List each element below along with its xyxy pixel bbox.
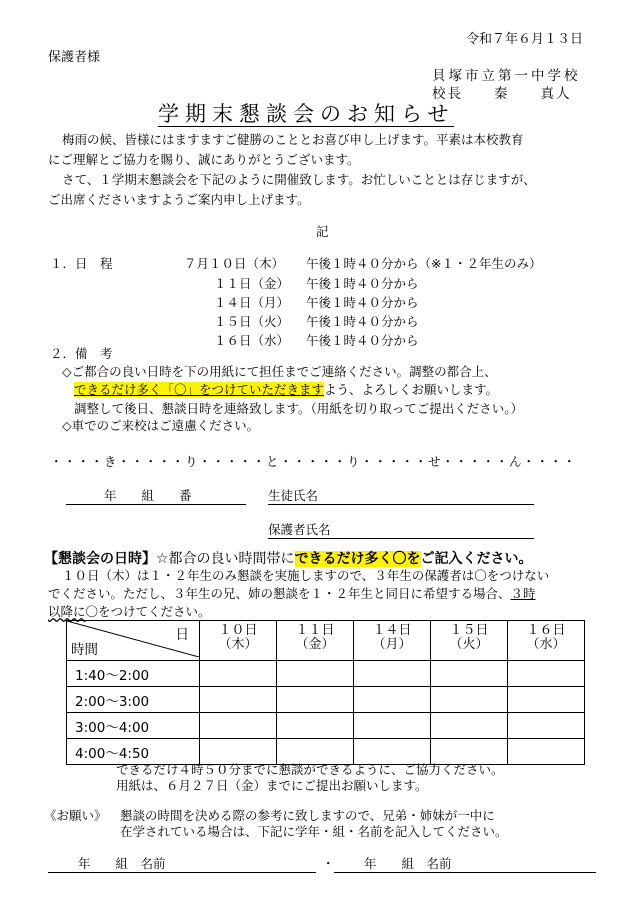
- day-header: [277, 621, 354, 661]
- day-weekday: （木）: [218, 637, 258, 652]
- slot-cell[interactable]: [354, 687, 431, 713]
- note-2: [74, 380, 498, 398]
- request-line-2: 在学されている場合は、下記に学年・組・名前を記入してください。: [120, 824, 508, 839]
- intro-line-4: ご出席くださいますようご案内申し上げます。: [48, 192, 310, 207]
- day-header: [354, 621, 431, 661]
- day-weekday: （金）: [295, 637, 335, 652]
- principal-name: 校長 秦 真人: [432, 86, 572, 102]
- student-name-field[interactable]: [268, 486, 534, 505]
- sibling-left-label: 年 組 名前: [78, 856, 166, 871]
- time-slot-label: 4:00～4:50: [67, 739, 200, 765]
- time-slot-label: 3:00～4:00: [67, 713, 200, 739]
- slot-cell[interactable]: [508, 661, 585, 687]
- slot-cell[interactable]: [277, 713, 354, 739]
- note-2-rest: よう、よろしくお願いします。: [324, 382, 499, 397]
- date-text: 令和７年６月１３日: [466, 32, 584, 47]
- request-label: 《お願い》: [44, 808, 107, 823]
- cut-line: ・・・・き・・・・・り・・・・・と・・・・・り・・・・・せ・・・・・ん・・・・: [50, 454, 577, 469]
- day-weekday: （火）: [449, 637, 489, 652]
- schedule-time: 午後１時４０分から: [306, 295, 419, 310]
- note-2-highlight: できるだけ多く「〇」をつけていただきます: [74, 382, 325, 397]
- schedule-date: １１日（金）: [214, 276, 290, 291]
- section-end: ご記入ください。: [420, 551, 533, 567]
- sibling-right-label: 年 組 名前: [364, 856, 452, 871]
- section-title: [44, 548, 533, 568]
- schedule-date: １６日（水）: [214, 333, 290, 348]
- day-header: [431, 621, 508, 661]
- day-date: １５日: [449, 623, 489, 638]
- form-desc-2: [48, 584, 536, 602]
- note-4: ◇車でのご来校はご遠慮ください。: [62, 418, 260, 433]
- table-header-row: [67, 621, 585, 661]
- slot-cell[interactable]: [200, 713, 277, 739]
- section-title-label: 【懇談会の日時】: [44, 551, 156, 567]
- slot-cell[interactable]: [508, 739, 585, 765]
- student-label: 生徒氏名: [268, 488, 319, 503]
- schedule-time: 午後１時４０分から（※１・２年生のみ）: [306, 256, 542, 271]
- schedule-date: １４日（月）: [214, 295, 290, 310]
- schedule-time: 午後１時４０分から: [306, 314, 419, 329]
- form-desc-2-text: でください。ただし、３年生の兄、姉の懇談を１・２年生と同日に希望する場合、: [48, 586, 511, 601]
- form-desc-3-underline: 以降に: [48, 604, 86, 619]
- day-header: [508, 621, 585, 661]
- slot-cell[interactable]: [277, 687, 354, 713]
- slot-cell[interactable]: [508, 713, 585, 739]
- table-corner: [67, 621, 200, 661]
- slot-cell[interactable]: [354, 713, 431, 739]
- ki-mark: 記: [316, 224, 329, 239]
- section-highlight: できるだけ多く〇を: [294, 551, 421, 567]
- form-desc-3-text: 〇をつけてください。: [85, 604, 211, 619]
- day-weekday: （月）: [372, 637, 412, 652]
- intro-line-1: 梅雨の候、皆様にはますますご健勝のこととお喜び申し上げます。平素は本校教育: [62, 132, 524, 147]
- note-1: ◇ご都合の良い日時を下の用紙にて担任までご連絡ください。調整の都合上、: [62, 364, 497, 379]
- corner-day-label: 日: [175, 627, 189, 643]
- table-row: [67, 687, 585, 713]
- time-slot-label: 2:00～3:00: [67, 687, 200, 713]
- form-desc-2-underline: ３時: [510, 586, 536, 601]
- slot-cell[interactable]: [431, 687, 508, 713]
- schedule-date: ７月１０日（木）: [184, 256, 285, 271]
- slot-cell[interactable]: [431, 713, 508, 739]
- day-date: １０日: [218, 623, 258, 638]
- after-note-1: できるだけ４時５０分までに懇談ができるように、ご協力ください。: [116, 762, 504, 777]
- day-date: １６日: [526, 623, 566, 638]
- recipient-text: 保護者様: [48, 50, 101, 65]
- table-row: [67, 713, 585, 739]
- slot-cell[interactable]: [200, 687, 277, 713]
- form-desc-3: [48, 602, 211, 620]
- schedule-time: 午後１時４０分から: [306, 276, 419, 291]
- sibling-separator: ・: [322, 856, 335, 871]
- grade-class-number-field[interactable]: [66, 486, 246, 505]
- grade-label: 年 組 番: [104, 488, 192, 503]
- schedule-time: 午後１時４０分から: [306, 333, 419, 348]
- sibling-field-right[interactable]: [334, 854, 596, 873]
- day-date: １４日: [372, 623, 412, 638]
- slot-cell[interactable]: [508, 687, 585, 713]
- form-desc-1: １０日（木）は１・２年生のみ懇談を実施しますので、３年生の保護者は〇をつけない: [62, 568, 550, 583]
- guardian-label: 保護者氏名: [268, 522, 331, 537]
- day-date: １１日: [295, 623, 335, 638]
- school-name: 貝塚市立第一中学校: [432, 68, 581, 84]
- intro-line-3: さて、１学期末懇談会を下記のように開催致します。お忙しいこととは存じますが、: [62, 172, 536, 187]
- table-row: [67, 661, 585, 687]
- notes-label: ２．備 考: [50, 346, 113, 361]
- slot-cell[interactable]: [431, 661, 508, 687]
- after-note-2: 用紙は、６月２７日（金）までにご提出お願いします。: [116, 778, 428, 793]
- note-3: 調整して後日、懇談日時を連絡致します。（用紙を切り取ってご提出ください。）: [74, 401, 524, 416]
- intro-line-2: にご理解とご協力を賜り、誠にありがとうございます。: [48, 152, 360, 167]
- day-weekday: （水）: [526, 637, 566, 652]
- schedule-date: １５日（火）: [214, 314, 290, 329]
- schedule-table: [66, 620, 585, 765]
- slot-cell[interactable]: [354, 661, 431, 687]
- day-header: [200, 621, 277, 661]
- corner-time-label: 時間: [71, 642, 98, 658]
- sibling-field-left[interactable]: [48, 854, 316, 873]
- guardian-name-field[interactable]: [268, 520, 534, 539]
- page-title: 学期末懇談会のお知らせ: [158, 102, 455, 126]
- request-line-1: 懇談の時間を決める際の参考に致しますので、兄弟・姉妹が一中に: [120, 808, 495, 823]
- slot-cell[interactable]: [277, 661, 354, 687]
- schedule-label: １．日 程: [50, 256, 113, 271]
- section-star-text: ☆都合の良い時間帯に: [156, 551, 295, 567]
- slot-cell[interactable]: [200, 661, 277, 687]
- time-slot-label: 1:40～2:00: [67, 661, 200, 687]
